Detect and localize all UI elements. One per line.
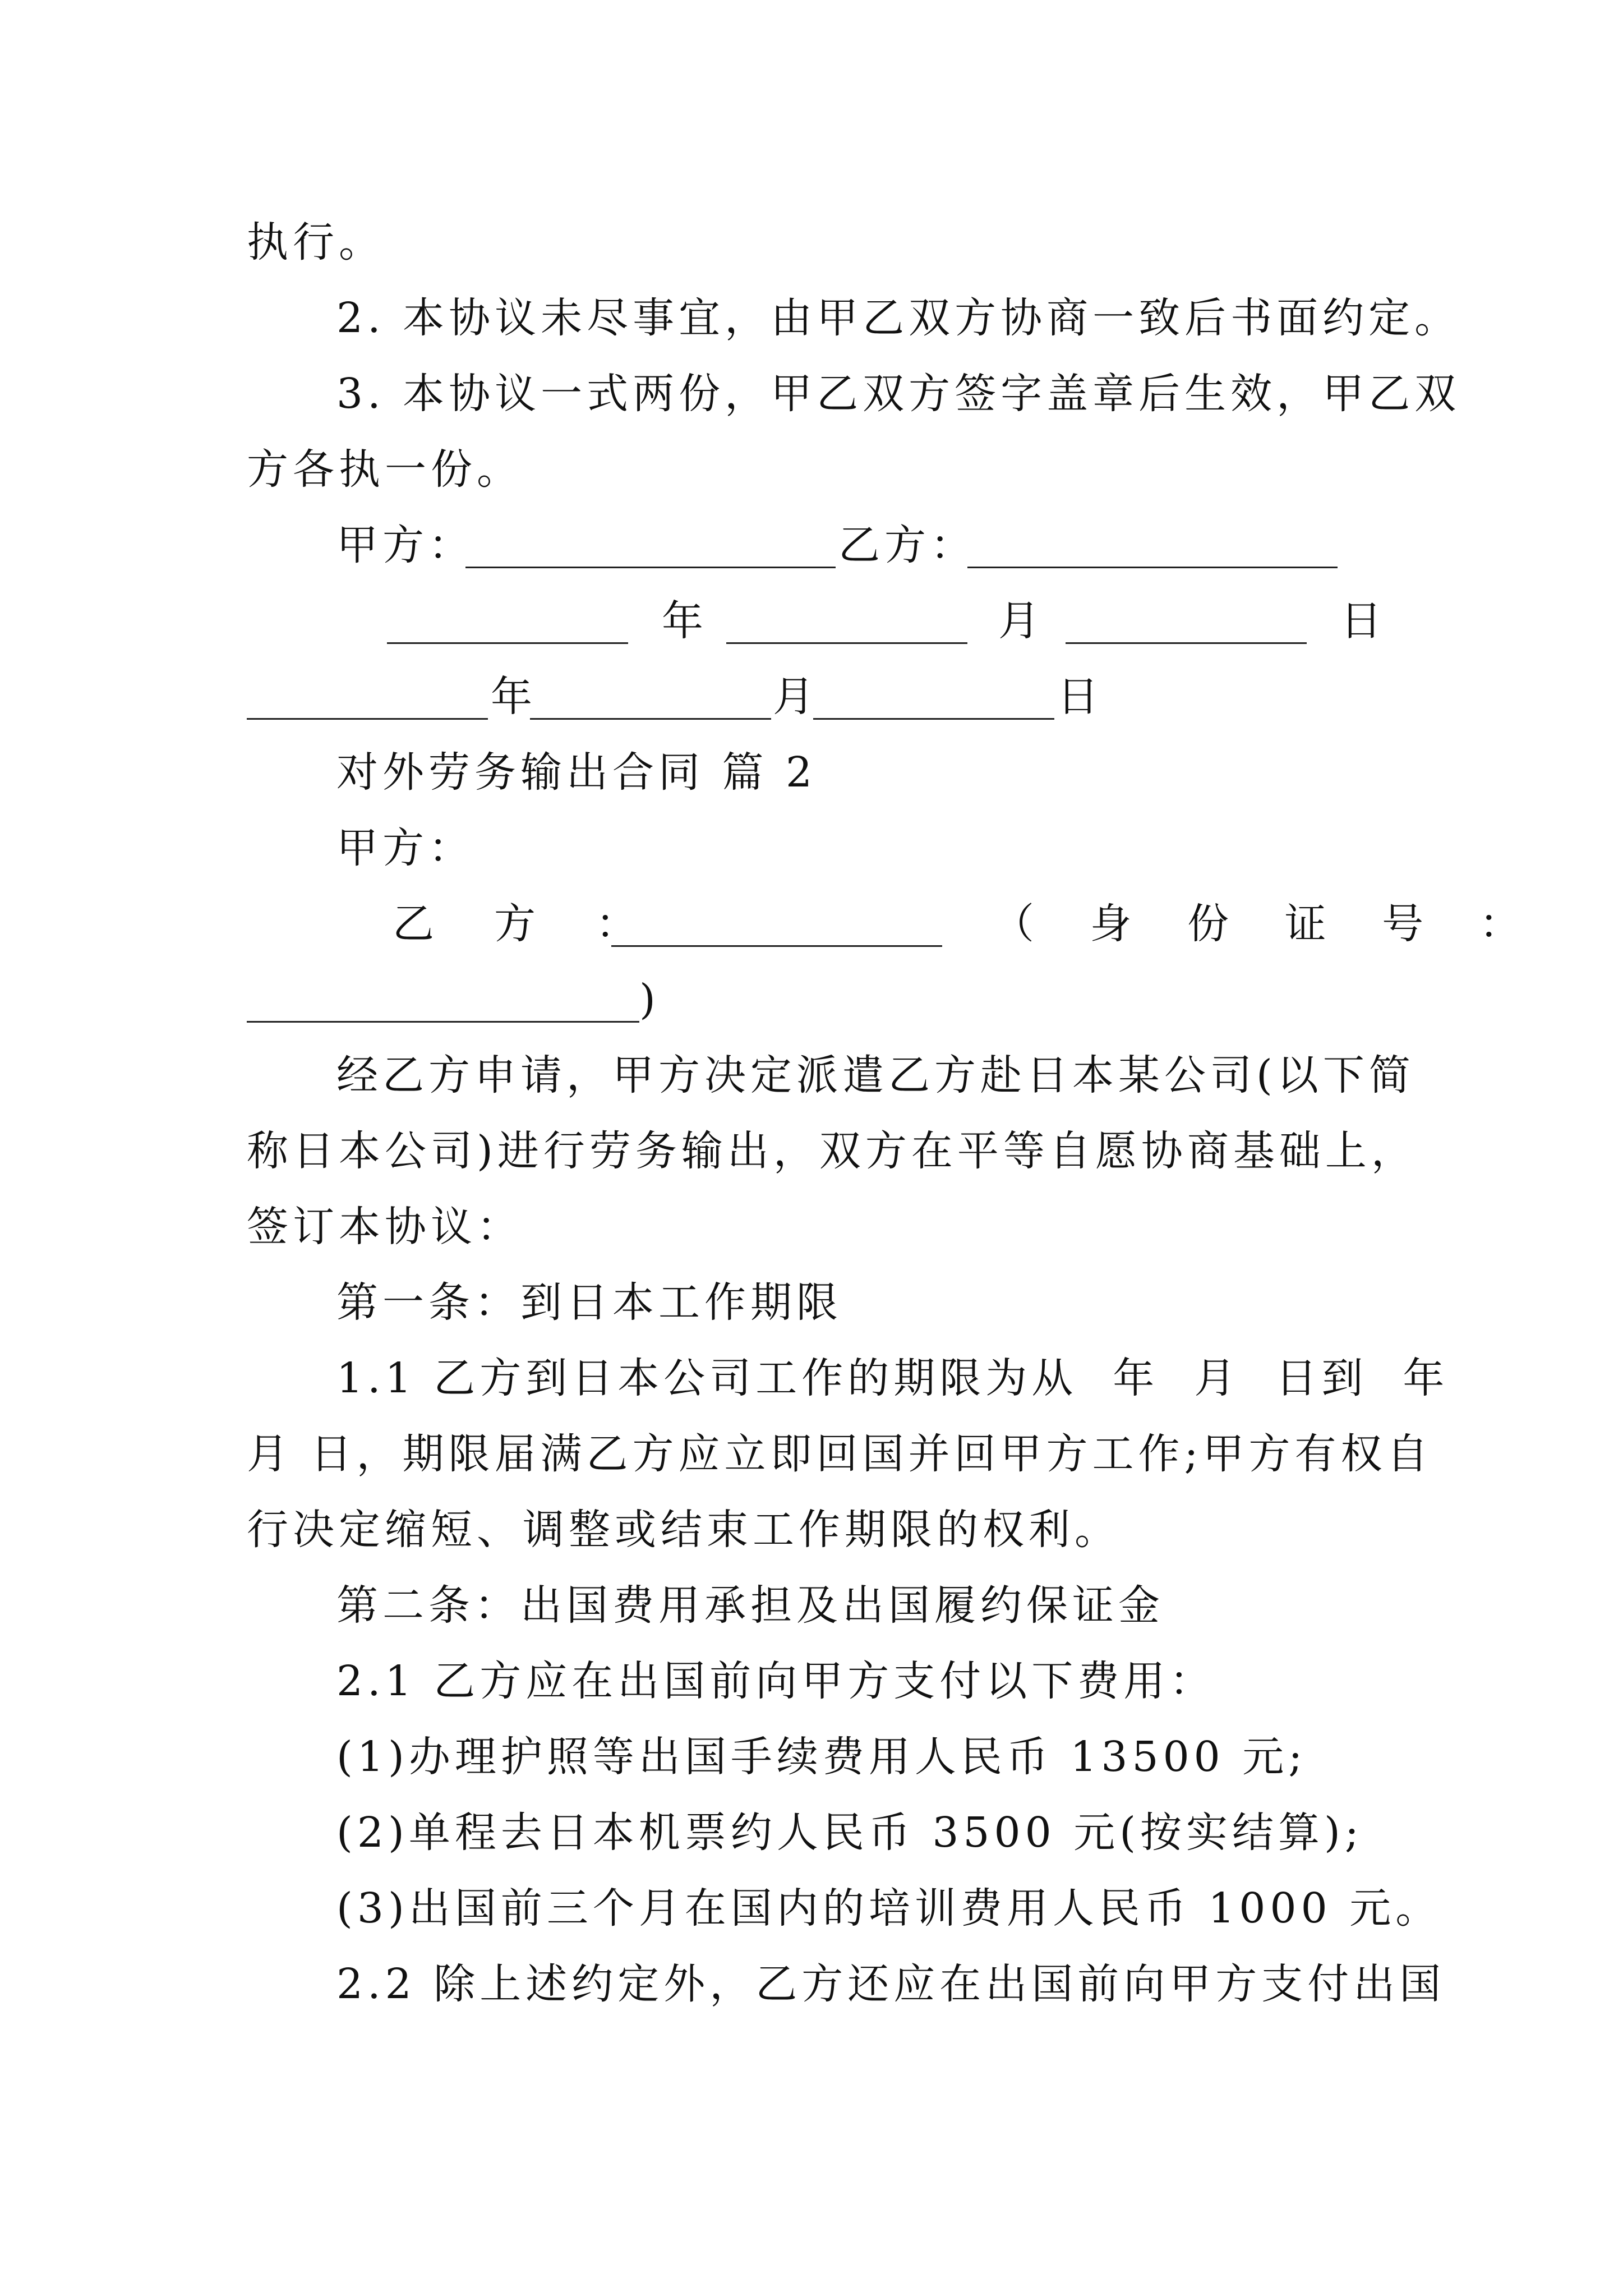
article-title: 第二条：出国费用承担及出国履约保证金 — [336, 1581, 1164, 1630]
text-line: 执行。 — [247, 218, 385, 266]
date-blank-day — [813, 684, 1054, 720]
date-blank-month — [726, 609, 967, 644]
article-title: 第一条：到日本工作期限 — [336, 1278, 842, 1327]
text-line: 3. 本协议一式两份，甲乙双方签字盖章后生效，甲乙双 — [336, 370, 1461, 418]
section-title: 对外劳务输出合同 篇 2 — [336, 748, 817, 797]
party-a-label: 甲方： — [336, 521, 474, 569]
paragraph-line: 经乙方申请，甲方决定派遣乙方赴日本某公司(以下简 — [336, 1051, 1415, 1099]
signature-line-a — [465, 533, 836, 568]
date-blank-year — [247, 684, 488, 720]
date-blank-year — [387, 609, 628, 644]
signature-line-b — [967, 533, 1338, 568]
id-number-blank — [247, 987, 639, 1023]
paragraph-line: 称日本公司)进行劳务输出，双方在平等自愿协商基础上， — [247, 1127, 1417, 1175]
paragraph-line: 签订本协议： — [247, 1203, 523, 1251]
id-number-label: （ 身 份 证 号 ： — [993, 900, 1542, 948]
paragraph-line: 1.1 乙方到日本公司工作的期限为从 年 月 日到 年 — [336, 1354, 1449, 1402]
close-paren: ) — [639, 976, 660, 1024]
day-label: 日 — [1057, 673, 1103, 721]
day-label: 日 — [1340, 597, 1386, 645]
year-label: 年 — [491, 673, 537, 721]
month-label: 月 — [773, 673, 819, 721]
text-line: 方各执一份。 — [247, 445, 523, 494]
list-item: (2)单程去日本机票约人民币 3500 元(按实结算); — [336, 1809, 1363, 1857]
year-label: 年 — [662, 597, 708, 645]
paragraph-line: 2.2 除上述约定外，乙方还应在出国前向甲方支付出国 — [336, 1960, 1446, 2008]
paragraph-line: 行决定缩短、调整或结束工作期限的权利。 — [247, 1506, 1121, 1554]
party-b-label: 乙 方 ： — [393, 900, 649, 948]
date-blank-month — [530, 684, 771, 720]
list-item: (3)出国前三个月在国内的培训费用人民币 1000 元。 — [336, 1884, 1442, 1932]
date-blank-day — [1066, 609, 1307, 644]
party-b-name-blank — [611, 912, 942, 947]
month-label: 月 — [998, 597, 1044, 645]
list-item: (1)办理护照等出国手续费用人民币 13500 元; — [336, 1733, 1307, 1781]
text-line: 2. 本协议未尽事宜，由甲乙双方协商一致后书面约定。 — [336, 294, 1461, 342]
paragraph-line: 2.1 乙方应在出国前向甲方支付以下费用： — [336, 1657, 1216, 1705]
party-b-label: 乙方： — [838, 521, 976, 569]
paragraph-line: 月 日，期限届满乙方应立即回国并回甲方工作;甲方有权自 — [247, 1430, 1433, 1478]
party-a-label: 甲方： — [336, 824, 474, 872]
